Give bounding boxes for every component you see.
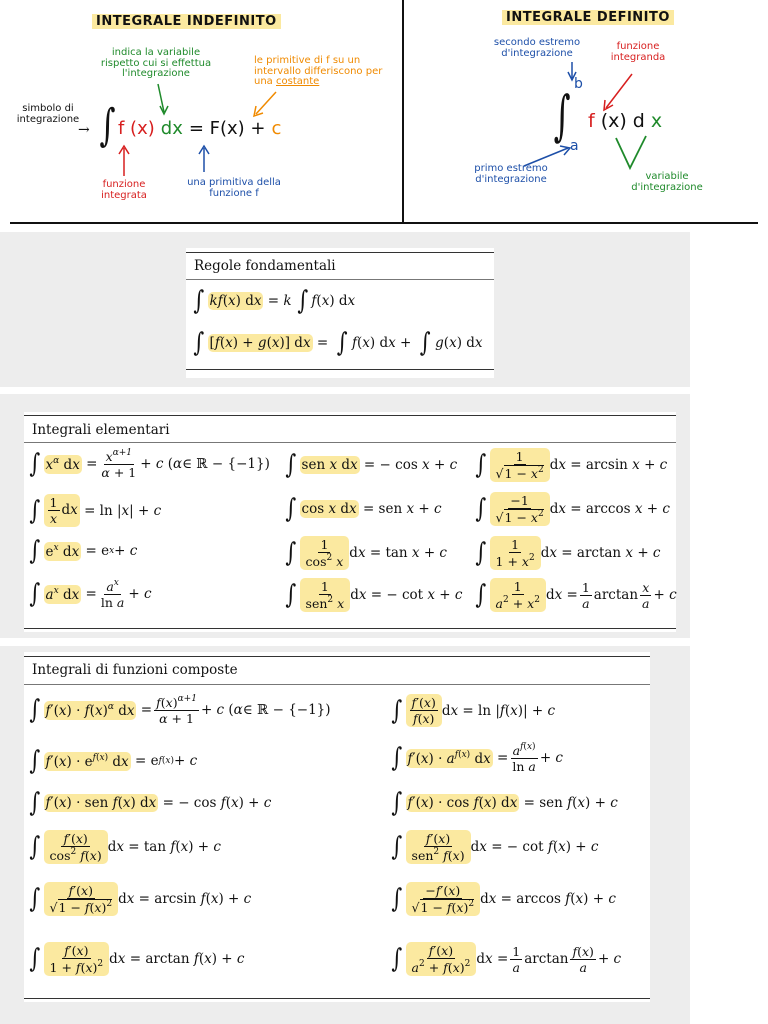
elem-reciprocal: ∫ $\frac{1}{x}$ dx = ln | x | + c (29, 495, 162, 526)
elem-sin: ∫ sen x dx = − cos x + c (285, 450, 458, 480)
def-lower-bound: a (570, 138, 579, 154)
elementari-bottom-rule (24, 628, 676, 629)
composte-bottom-rule (24, 998, 650, 999)
def-x: (x) (600, 110, 627, 132)
def-upper-bound: b (574, 76, 583, 92)
indef-note-variable: indica la variabile rispetto cui si effettua l'integrazione (100, 47, 212, 79)
indef-note-primitive: le primitive di f su un intervallo differiscono per una costante (254, 55, 383, 87)
comp-arctan: ∫ $\frac{f'(x)}{1 + f(x)^2}$ d x = arctan f ( x ) + c (29, 943, 245, 975)
indef-constant: c (271, 118, 282, 139)
comp-exp-a: ∫ $f'(x) \cdot a^{f(x)}$ dx = $\frac{a^{f(x)}}{\text{ln a}}$ + c (391, 742, 563, 774)
def-integrand-label: funzione integranda (610, 41, 666, 63)
comp-log: ∫ $\frac{f'(x)}{f(x)}$ d x = ln | f ( x )| + c (391, 695, 556, 726)
comp-arcsin: ∫ $\frac{f'(x)}{√1 - f(x)^2}$ d x = arcsin f ( x ) + c (29, 883, 252, 915)
def-f: f (588, 110, 595, 132)
comp-power: ∫ $f'(x) \cdot f(x)^\alpha$ dx = $\frac{f(x)^{\alpha+1}}{\alpha + 1}$ + c ( α ∈ ℝ − {−1}) (29, 694, 331, 726)
def-title: INTEGRALE DEFINITO (502, 10, 674, 25)
elem-cos: ∫ cos x dx = sen x + c (285, 494, 442, 524)
elem-csc2: ∫ $\frac{1}{sen^2 x}$ d x = − cot x + c (285, 579, 463, 611)
indef-equals: = F(x) + (188, 118, 266, 139)
regole-heading: Regole fondamentali (194, 258, 336, 274)
elem-sec2: ∫ $\frac{1}{\cos^2 x}$ d x = tan x + c (285, 537, 447, 569)
integral-symbol: ∫ (99, 100, 116, 151)
regole-bottom-rule (186, 369, 494, 370)
composte-mid-rule (24, 684, 650, 685)
indef-dx: dx (160, 118, 183, 139)
indef-integrand: f (x) (118, 118, 155, 139)
indef-title: INTEGRALE INDEFINITO (92, 14, 281, 29)
elem-power: ∫ $x^\alpha$ dx = $\frac{x^{\alpha+1}}{\alpha + 1}$ + c ( α ∈ ℝ − {−1}) (29, 448, 270, 480)
def-integral-symbol: ∫ (553, 84, 571, 147)
def-lower-bound-label: primo estremo d'integrazione (474, 163, 548, 185)
def-variable-label: variabile d'integrazione (631, 171, 703, 193)
banner-bottom-line (10, 222, 758, 224)
elem-exp: ∫ $e^x$ dx = e x + c (29, 536, 138, 566)
indef-symbol-label: simbolo di integrazione (16, 103, 80, 125)
elem-arctan: ∫ $\frac{1}{1 + x^2}$ d x = arctan x + c (475, 537, 661, 569)
elementari-mid-rule (24, 442, 676, 443)
indef-primitive-label: una primitiva della funzione f (187, 177, 281, 199)
composte-top-rule (24, 656, 650, 657)
comp-arctan-a: ∫ $\frac{f'(x)}{a^2 + f(x)^2}$ d x = $\frac{1}{a}$ arctan $\frac{f(x)}{a}$ + c (391, 943, 622, 975)
def-d: d (632, 110, 645, 132)
comp-exp: ∫ $f'(x) \cdot e^{f(x)}$ dx = e f(x) + c (29, 746, 198, 776)
elementari-heading: Integrali elementari (32, 422, 170, 438)
indef-integrand-label: funzione integrata (101, 179, 147, 201)
elem-exp-a: ∫ $a^x$ dx = $\frac{a^x}{\text{ln a}}$ + c (29, 578, 152, 610)
def-var: x (650, 110, 663, 132)
comp-sin: ∫ f′(x) · sen f(x) dx = − cos f ( x ) + c (29, 788, 272, 818)
comp-sec2: ∫ $\frac{f'(x)}{\cos^2 f(x)}$ d x = tan f ( x ) + c (29, 831, 221, 863)
composte-heading: Integrali di funzioni composte (32, 662, 238, 678)
rule-constant: ∫ kf(x) dx = k ∫ f ( x ) d x (193, 286, 356, 316)
rule-sum: ∫ [f(x) + g(x)] dx = ∫ f ( x ) d x + ∫ g ( x ) d x (193, 328, 483, 358)
comp-cos: ∫ f′(x) · cos f(x) dx = sen f ( x ) + c (391, 788, 618, 818)
regole-top-rule (186, 252, 494, 253)
elem-arcsin: ∫ $\frac{1}{√1 - x^2}$ d x = arcsin x + c (475, 449, 668, 481)
regole-mid-rule (186, 279, 494, 280)
elementari-top-rule (24, 415, 676, 416)
elem-arctan-a: ∫ $\frac{1}{a^2 + x^2}$ d x = $\frac{1}{a}$ arctan $\frac{x}{a}$ + c (475, 579, 677, 611)
comp-csc2: ∫ $\frac{f'(x)}{sen^2 f(x)}$ d x = − cot f ( x ) + c (391, 831, 599, 863)
elem-arccos: ∫ $\frac{-1}{√1 - x^2}$ d x = arccos x + c (475, 493, 670, 525)
def-upper-bound-label: secondo estremo d'integrazione (493, 37, 581, 59)
comp-arccos: ∫ $\frac{-f'(x)}{√1 - f(x)^2}$ d x = arccos f ( x ) + c (391, 883, 616, 915)
notes-banner (0, 0, 768, 230)
arrow-right-icon: → (78, 122, 90, 138)
